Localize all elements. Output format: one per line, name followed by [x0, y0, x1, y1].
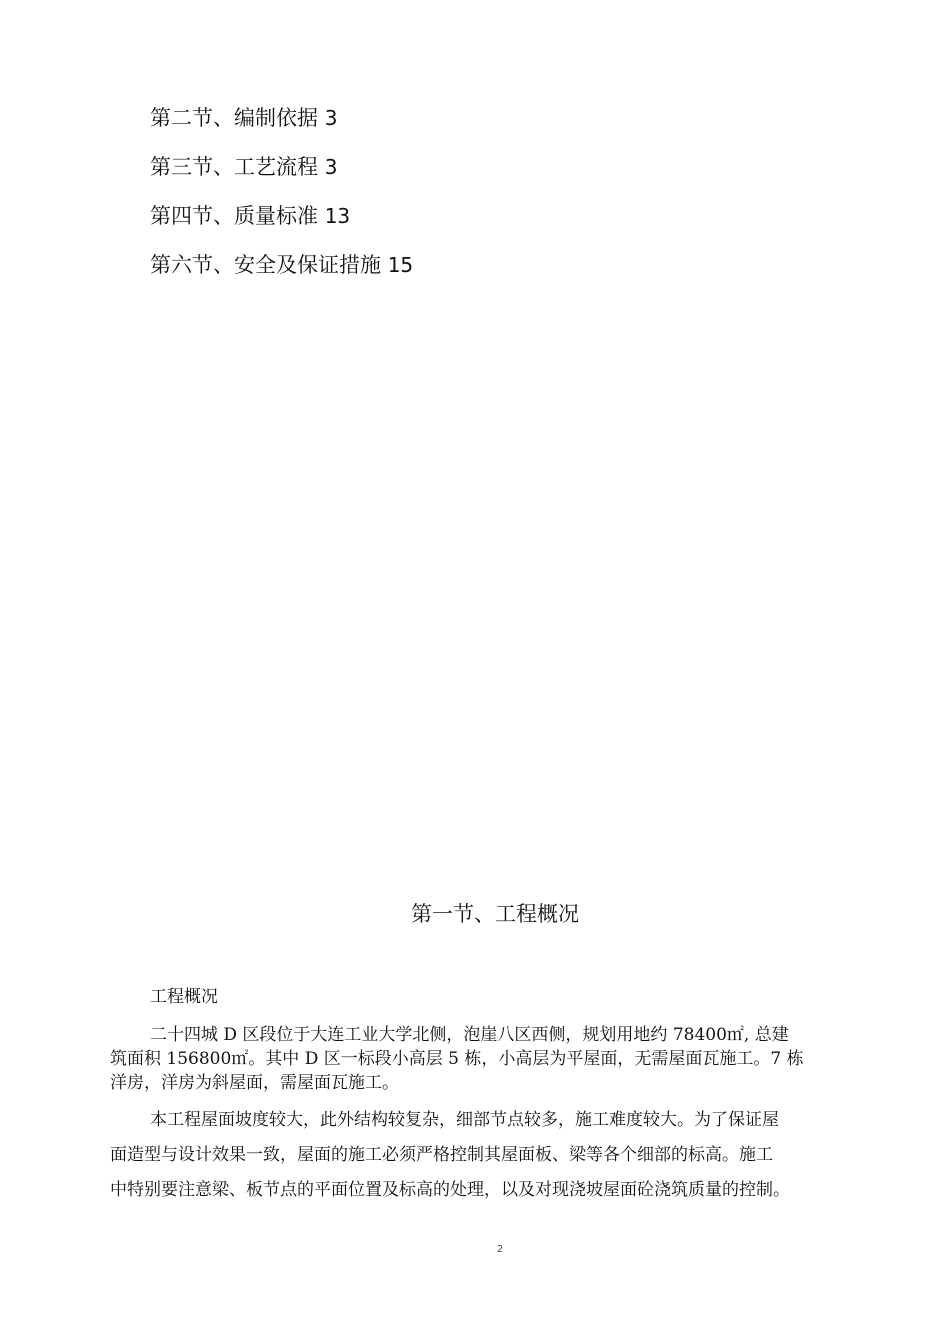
- paragraph-line: 洋房，洋房为斜屋面，需屋面瓦施工。: [110, 1073, 399, 1093]
- toc-item-page: 3: [324, 106, 338, 130]
- paragraph-line: 筑面积 156800㎡。其中 D 区一标段小高层 5 栋，小高层为平屋面，无需屋面瓦施工。7 栋: [110, 1049, 804, 1069]
- toc-item-label: 第六节、安全及保证措施: [150, 253, 381, 277]
- paragraph-line: 二十四城 D 区段位于大连工业大学北侧，泡崖八区西侧，规划用地约 78400㎡, 总建: [150, 1025, 789, 1045]
- toc-item-page: 13: [324, 204, 351, 228]
- toc-item-page: 3: [324, 155, 338, 179]
- paragraph-difficulty: [110, 1103, 862, 1208]
- paragraph-overview: [110, 1023, 862, 1095]
- section-title: 第一节、工程概况: [411, 902, 579, 926]
- paragraph-line: 本工程屋面坡度较大，此外结构较复杂，细部节点较多，施工难度较大。为了保证屋: [150, 1110, 779, 1130]
- toc-item-label: 第三节、工艺流程: [150, 155, 318, 179]
- section-subheading: 工程概况: [150, 987, 218, 1007]
- paragraph-line: 面造型与设计效果一致，屋面的施工必须严格控制其屋面板、梁等各个细部的标高。施工: [110, 1145, 773, 1165]
- toc-item[interactable]: [150, 198, 850, 247]
- toc-item-label: 第四节、质量标准: [150, 204, 318, 228]
- toc-item[interactable]: [150, 247, 850, 296]
- toc-item-label: 第二节、编制依据: [150, 106, 318, 130]
- toc-item-page: 15: [387, 253, 414, 277]
- toc-item[interactable]: [150, 149, 850, 198]
- page-number: 2: [496, 1244, 504, 1255]
- table-of-contents: [150, 100, 850, 296]
- paragraph-line: 中特别要注意梁、板节点的平面位置及标高的处理，以及对现浇坡屋面砼浇筑质量的控制。: [110, 1180, 790, 1200]
- toc-item[interactable]: [150, 100, 850, 149]
